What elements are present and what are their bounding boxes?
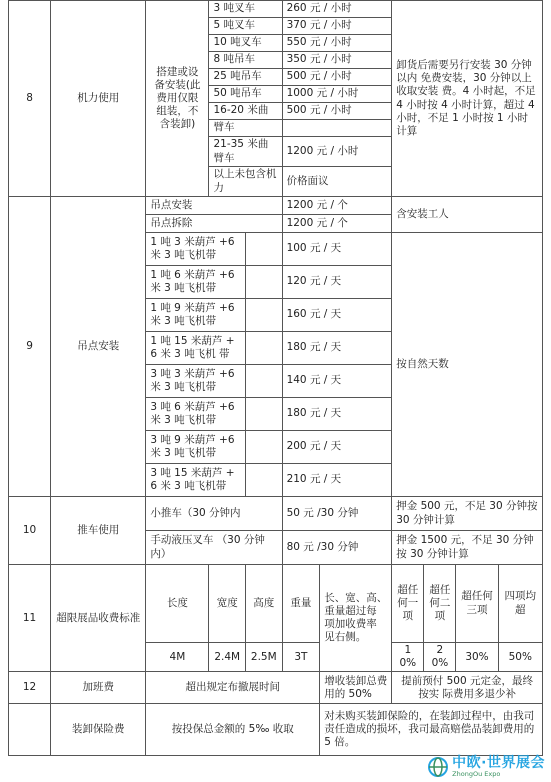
row-13-scope: 按投保总金额的 5‰ 收取 — [146, 704, 320, 756]
machine-name: 50 吨吊车 — [209, 86, 282, 103]
hoist-price: 200 元 / 天 — [282, 431, 392, 464]
hoist-name: 3 吨 6 米葫芦 +6 米 3 吨飞机带 — [146, 398, 246, 431]
rate-label: 超任何一项 — [392, 565, 424, 643]
machine-price: 1000 元 / 小时 — [282, 86, 392, 103]
hoist-name: 3 吨 15 米葫芦 +6 米 3 吨飞机带 — [146, 464, 246, 497]
dim-label: 高度 — [246, 565, 283, 643]
cart-name: 小推车（30 分钟内 — [146, 497, 282, 531]
expo-watermark — [427, 752, 545, 778]
hoist-price: 180 元 / 天 — [282, 398, 392, 431]
dim-value: 2.5M — [246, 643, 283, 672]
dim-label: 宽度 — [209, 565, 246, 643]
dim-label: 重量 — [282, 565, 320, 643]
hoist-spacer — [246, 365, 283, 398]
hoist-price: 180 元 / 天 — [282, 332, 392, 365]
machine-price: 350 元 / 小时 — [282, 52, 392, 69]
globe-logo-icon — [427, 756, 449, 778]
hoist-spacer — [246, 464, 283, 497]
machine-price: 价格面议 — [282, 167, 392, 197]
machine-price: 260 元 / 小时 — [282, 1, 392, 18]
hoist-price: 1200 元 / 个 — [282, 197, 392, 215]
hoist-spacer — [246, 431, 283, 464]
dim-label: 长度 — [146, 565, 209, 643]
hoist-name: 1 吨 3 米葫芦 +6 米 3 吨飞机带 — [146, 233, 246, 266]
row-11-number: 11 — [9, 565, 51, 672]
hoist-name: 1 吨 9 米葫芦 +6 米 3 吨飞机带 — [146, 299, 246, 332]
hoist-name: 1 吨 15 米葫芦 +6 米 3 吨飞机 带 — [146, 332, 246, 365]
hoist-name: 1 吨 6 米葫芦 +6 米 3 吨飞机带 — [146, 266, 246, 299]
cart-name: 手动液压叉车 （30 分钟内） — [146, 531, 282, 565]
cart-price: 80 元 /30 分钟 — [282, 531, 392, 565]
machine-price: 1200 元 / 小时 — [282, 137, 392, 167]
watermark-title: 中欧·世界展会 — [452, 755, 545, 771]
row-10-number: 10 — [9, 497, 51, 565]
rate-label: 四项均超 — [498, 565, 542, 643]
hoist-spacer — [246, 398, 283, 431]
overlimit-desc: 长、宽、高、重量超过每 项加收费率 见右侧。 — [320, 565, 392, 672]
row-13-note: 对未购买装卸保险的，在装卸过程中，由我司责任造成的损坏，我司最高赔偿品装卸费用的 5 倍。 — [320, 704, 543, 756]
row-8-scope: 搭建或设备安装(此费用仅限组装，不含装卸) — [146, 1, 209, 197]
rate-value: 20% — [424, 643, 456, 672]
machine-price: 370 元 / 小时 — [282, 18, 392, 35]
rate-value: 10% — [392, 643, 424, 672]
rate-value: 30% — [456, 643, 498, 672]
row-9-number: 9 — [9, 197, 51, 497]
machine-name: 以上未包含机力 — [209, 167, 282, 197]
machine-price: 500 元 / 小时 — [282, 69, 392, 86]
rate-value: 50% — [498, 643, 542, 672]
rate-label: 超任何二项 — [424, 565, 456, 643]
machine-price: 500 元 / 小时 — [282, 103, 392, 120]
hoist-price: 210 元 / 天 — [282, 464, 392, 497]
row-11-item: 超限展品收费标准 — [51, 565, 146, 672]
hoist-name: 3 吨 3 米葫芦 +6 米 3 吨飞机带 — [146, 365, 246, 398]
row-13-item: 装卸保险费 — [51, 704, 146, 756]
machine-name: 25 吨吊车 — [209, 69, 282, 86]
hoist-name: 吊点安装 — [146, 197, 282, 215]
watermark-subtitle: ZhongOu Expo — [452, 770, 501, 778]
row-8-number: 8 — [9, 1, 51, 197]
machine-name: 21-35 米曲臂车 — [209, 137, 282, 167]
machine-name: 3 吨叉车 — [209, 1, 282, 18]
hoist-price: 120 元 / 天 — [282, 266, 392, 299]
cart-note: 押金 500 元，不足 30 分钟按 30 分钟计算 — [392, 497, 543, 531]
row-9-item: 吊点安装 — [51, 197, 146, 497]
row-12-note: 提前预付 500 元定金，最终按实 际费用多退少补 — [392, 672, 543, 704]
dim-value: 2.4M — [209, 643, 246, 672]
machine-name: 16-20 米曲 — [209, 103, 282, 120]
hoist-name: 吊点拆除 — [146, 215, 282, 233]
hoist-spacer — [246, 266, 283, 299]
row-12-number: 12 — [9, 672, 51, 704]
row-8-note: 卸货后需要另行安装 30 分钟以内 免费安装，30 分钟以上收取安装 费。4 小时起，不足 4 小时按 4 小时计算，超过 4 小时，不足 1 小时按 1 小时计算 — [392, 1, 543, 197]
row-12-item: 加班费 — [51, 672, 146, 704]
cart-price: 50 元 /30 分钟 — [282, 497, 392, 531]
row-13-number — [9, 704, 51, 756]
hoist-price: 100 元 / 天 — [282, 233, 392, 266]
machine-name: 8 吨吊车 — [209, 52, 282, 69]
fee-table — [8, 0, 543, 756]
dim-value: 4M — [146, 643, 209, 672]
machine-price: 550 元 / 小时 — [282, 35, 392, 52]
hoist-spacer — [246, 332, 283, 365]
row-9-note-days: 按自然天数 — [392, 233, 543, 497]
hoist-price: 1200 元 / 个 — [282, 215, 392, 233]
row-10-item: 推车使用 — [51, 497, 146, 565]
hoist-name: 3 吨 9 米葫芦 +6 米 3 吨飞机带 — [146, 431, 246, 464]
hoist-spacer — [246, 233, 283, 266]
row-12-price: 增收装卸总费用的 50% — [320, 672, 392, 704]
dim-value: 3T — [282, 643, 320, 672]
machine-name: 臂车 — [209, 120, 282, 137]
hoist-spacer — [246, 299, 283, 332]
cart-note: 押金 1500 元，不足 30 分钟按 30 分钟计算 — [392, 531, 543, 565]
row-9-note-install: 含安装工人 — [392, 197, 543, 233]
row-8-item: 机力使用 — [51, 1, 146, 197]
hoist-price: 140 元 / 天 — [282, 365, 392, 398]
rate-label: 超任何三项 — [456, 565, 498, 643]
machine-price — [282, 120, 392, 137]
row-12-scope: 超出规定布撤展时间 — [146, 672, 320, 704]
hoist-price: 160 元 / 天 — [282, 299, 392, 332]
machine-name: 10 吨叉车 — [209, 35, 282, 52]
machine-name: 5 吨叉车 — [209, 18, 282, 35]
